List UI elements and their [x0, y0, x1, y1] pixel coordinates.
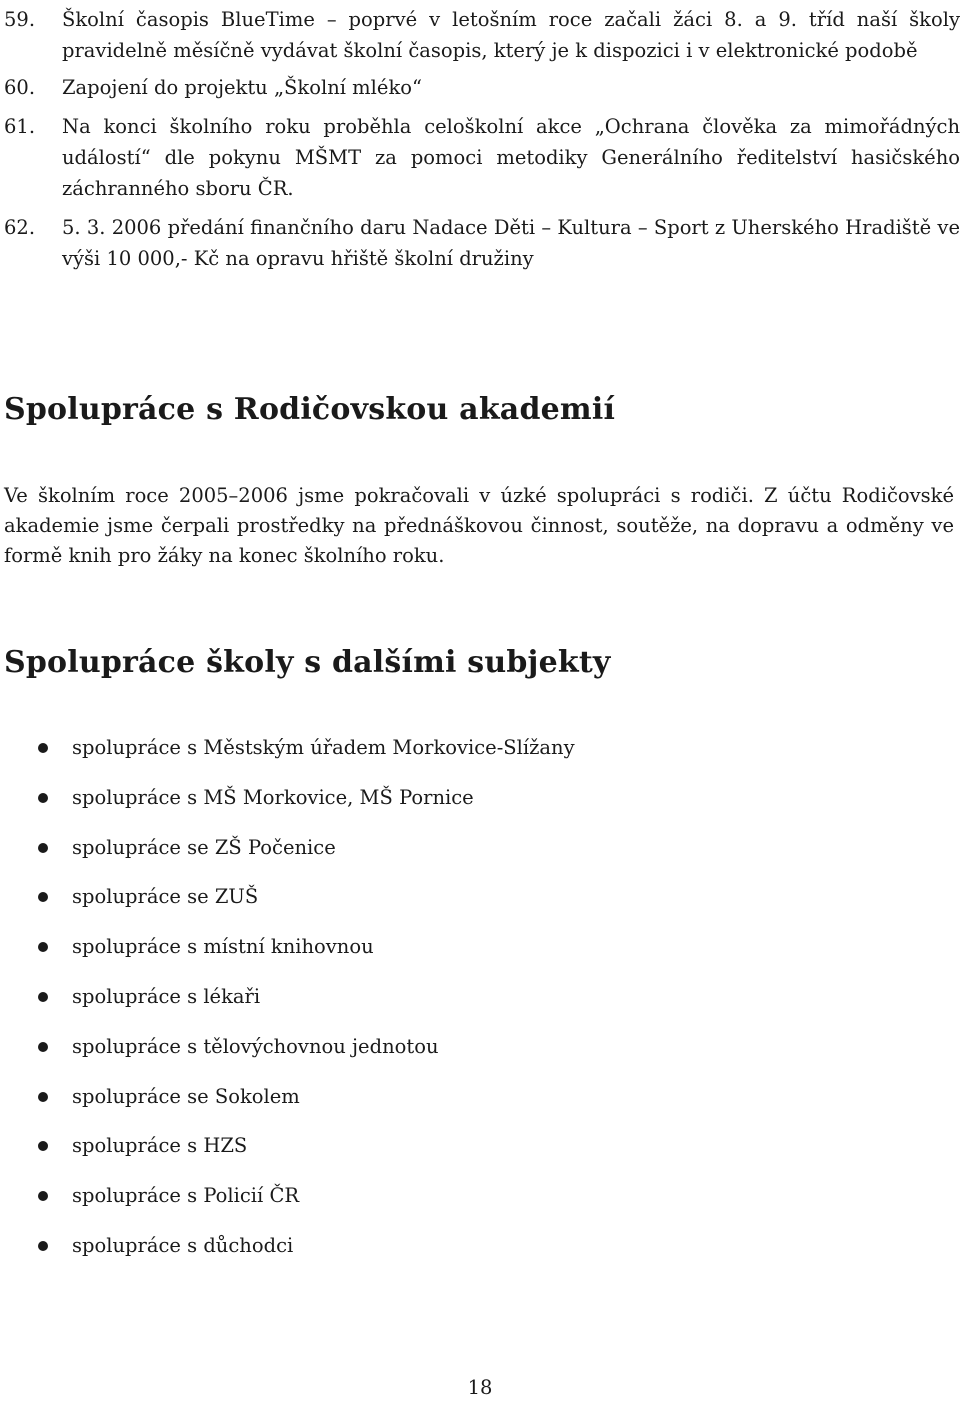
- list-item: [4, 733, 575, 763]
- bullet-text: spolupráce se ZUŠ: [72, 885, 259, 909]
- bullet-icon: [38, 1141, 48, 1151]
- bullet-text: spolupráce s tělovýchovnou jednotou: [72, 1034, 439, 1058]
- bullet-icon: [38, 793, 48, 803]
- bullet-text: spolupráce s MŠ Morkovice, MŠ Pornice: [72, 785, 474, 809]
- list-item: [4, 783, 575, 813]
- bullet-icon: [38, 992, 48, 1002]
- item-number: 59.: [4, 8, 36, 31]
- bullet-text: spolupráce se Sokolem: [72, 1084, 300, 1108]
- list-item: [4, 111, 960, 204]
- bullet-list: [4, 733, 575, 1281]
- item-text: 5. 3. 2006 předání finančního daru Nadace Děti – Kultura – Sport z Uherského Hradiště ve výši 10 000,- Kč na opravu hřiště školní družiny: [62, 216, 960, 270]
- item-number: 61.: [4, 115, 36, 138]
- list-item: [4, 882, 575, 912]
- section-paragraph: Ve školním roce 2005–2006 jsme pokračovali v úzké spolupráci s rodiči. Z účtu Rodičovské akademie jsme čerpali prostředky na přednáškovou činnost, soutěže, na dopravu a odměny ve formě knih pro žáky na konec školního roku.: [4, 484, 954, 567]
- bullet-icon: [38, 743, 48, 753]
- bullet-text: spolupráce s Policií ČR: [72, 1184, 300, 1208]
- bullet-icon: [38, 942, 48, 952]
- section-title-other-subjects: Spolupráce školy s dalšími subjekty: [4, 645, 611, 680]
- list-item: [4, 1181, 575, 1211]
- bullet-icon: [38, 892, 48, 902]
- bullet-icon: [38, 843, 48, 853]
- bullet-text: spolupráce s místní knihovnou: [72, 935, 374, 959]
- item-text: Školní časopis BlueTime – poprvé v letošním roce začali žáci 8. a 9. tříd naší školy pravidelně měsíčně vydávat školní časopis, který je k dispozici i v elektronické podobě: [62, 8, 960, 62]
- list-item: [4, 982, 575, 1012]
- item-number: 60.: [4, 76, 36, 99]
- bullet-icon: [38, 1092, 48, 1102]
- bullet-text: spolupráce s HZS: [72, 1134, 248, 1158]
- bullet-icon: [38, 1042, 48, 1052]
- list-item: [4, 72, 960, 103]
- section-title-parents-academy: Spolupráce s Rodičovskou akademií: [4, 392, 616, 427]
- list-item: [4, 932, 575, 962]
- list-item: [4, 1032, 575, 1062]
- bullet-icon: [38, 1241, 48, 1251]
- list-item: [4, 4, 960, 66]
- bullet-text: spolupráce se ZŠ Počenice: [72, 835, 336, 859]
- list-item: [4, 1082, 575, 1112]
- list-item: [4, 1231, 575, 1261]
- list-item: [4, 212, 960, 274]
- page-number: 18: [467, 1376, 493, 1399]
- numbered-list: [4, 4, 960, 288]
- bullet-icon: [38, 1191, 48, 1201]
- item-text: Zapojení do projektu „Školní mléko“: [62, 76, 422, 99]
- list-item: [4, 833, 575, 863]
- list-item: [4, 1131, 575, 1161]
- item-number: 62.: [4, 216, 36, 239]
- bullet-text: spolupráce s lékaři: [72, 984, 261, 1008]
- bullet-text: spolupráce s Městským úřadem Morkovice-Slížany: [72, 736, 575, 759]
- item-text: Na konci školního roku proběhla celoškolní akce „Ochrana člověka za mimořádných událostí“ dle pokynu MŠMT za pomoci metodiky Generálního ředitelství hasičského záchranného sboru ČR.: [62, 115, 960, 200]
- bullet-text: spolupráce s důchodci: [72, 1233, 294, 1257]
